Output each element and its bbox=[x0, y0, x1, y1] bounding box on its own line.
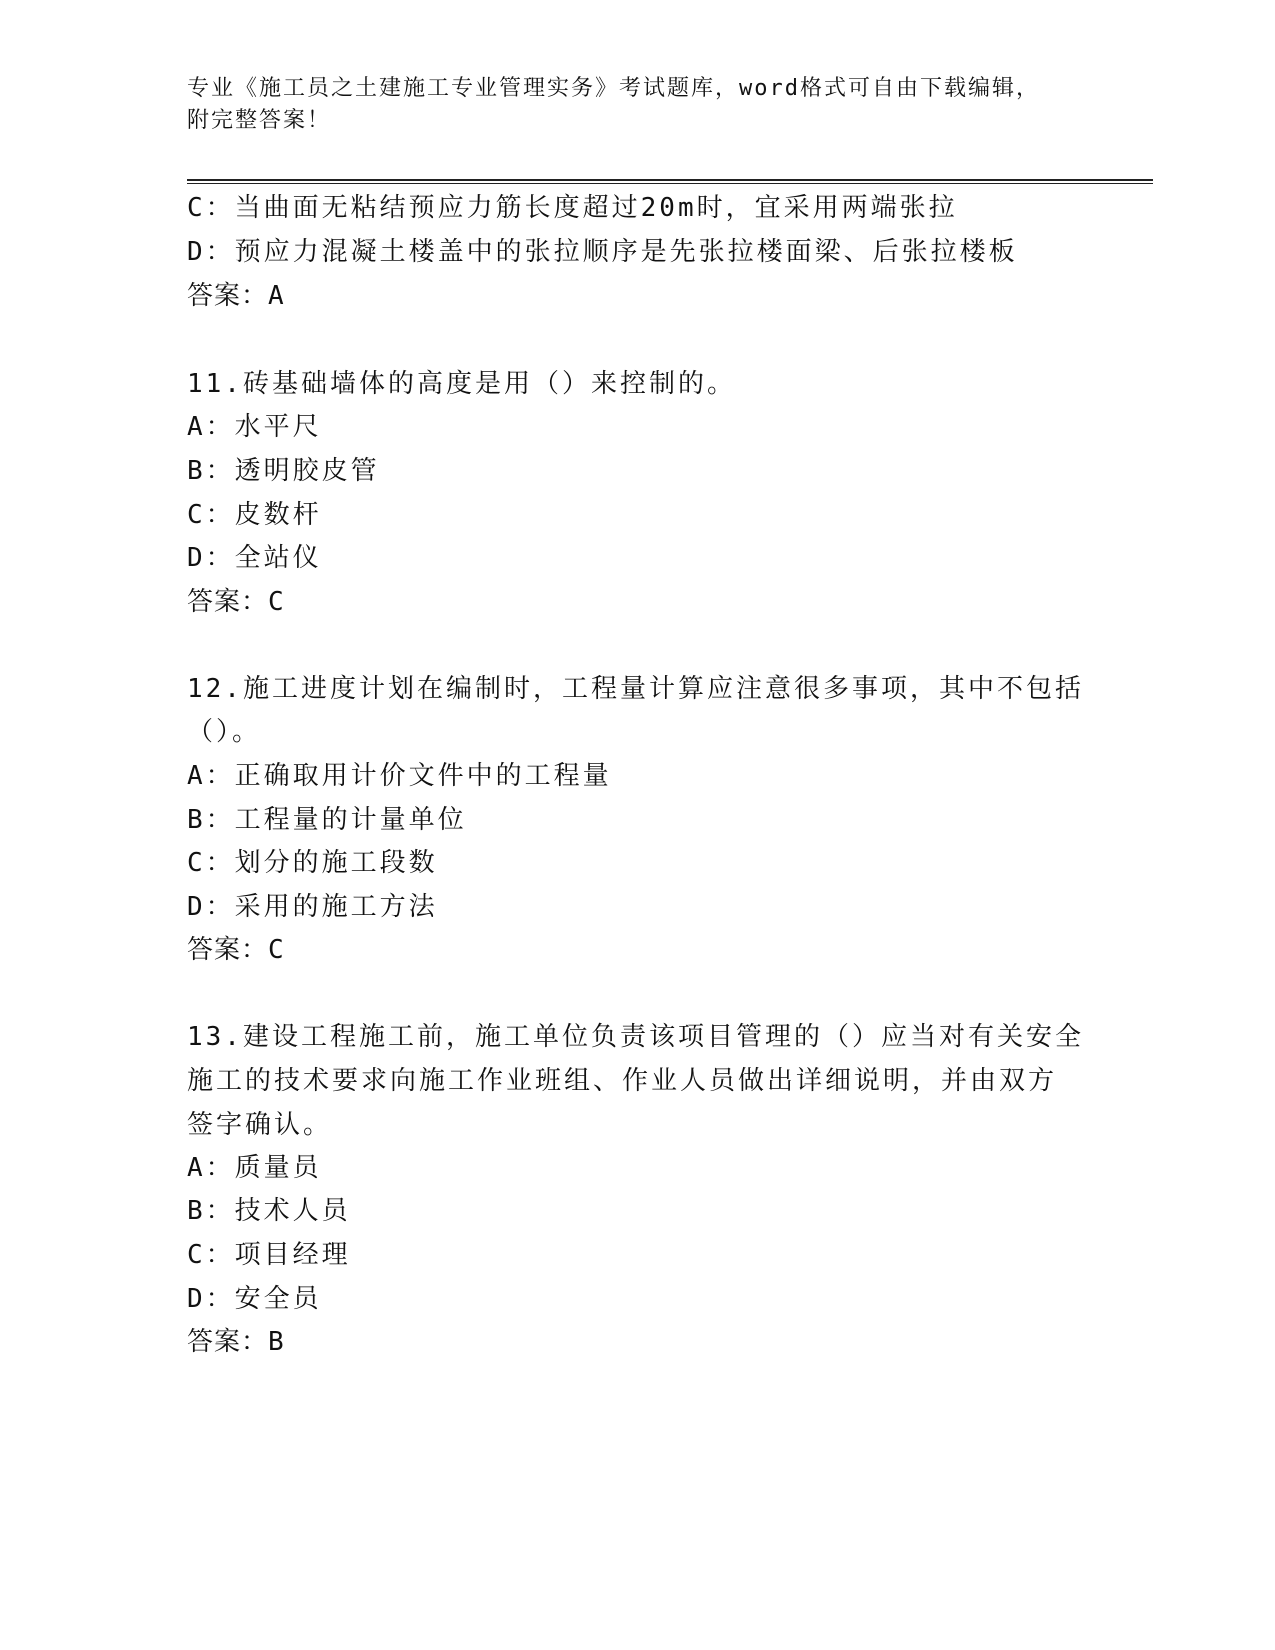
q11-option-c: C：皮数杆 bbox=[187, 500, 322, 530]
q12-option-d: D：采用的施工方法 bbox=[187, 892, 438, 922]
q13-stem-line-2: 施工的技术要求向施工作业班组、作业人员做出详细说明，并由双方 bbox=[187, 1066, 1058, 1096]
prev-option-c: C：当曲面无粘结预应力筋长度超过20m时，宜采用两端张拉 bbox=[187, 193, 958, 223]
q13-stem-line-3: 签字确认。 bbox=[187, 1110, 333, 1140]
header-divider-thick bbox=[187, 179, 1153, 181]
q12-option-a: A：正确取用计价文件中的工程量 bbox=[187, 761, 612, 791]
q13-option-a: A：质量员 bbox=[187, 1153, 322, 1183]
q13-stem-line-1: 13.建设工程施工前，施工单位负责该项目管理的（）应当对有关安全 bbox=[187, 1022, 1084, 1052]
q13-option-c: C：项目经理 bbox=[187, 1240, 351, 1270]
q11-option-a: A：水平尺 bbox=[187, 412, 322, 442]
q13-answer: 答案：B bbox=[187, 1327, 285, 1357]
q13-option-b: B：技术人员 bbox=[187, 1196, 351, 1226]
q12-stem-line-1: 12.施工进度计划在编制时，工程量计算应注意很多事项，其中不包括 bbox=[187, 674, 1084, 704]
q12-option-b: B：工程量的计量单位 bbox=[187, 805, 467, 835]
document-header bbox=[187, 73, 1067, 137]
prev-option-d: D：预应力混凝土楼盖中的张拉顺序是先张拉楼面梁、后张拉楼板 bbox=[187, 237, 1018, 267]
q12-stem-line-2: （）。 bbox=[187, 717, 262, 747]
q11-option-b: B：透明胶皮管 bbox=[187, 456, 380, 486]
q11-stem: 11.砖基础墙体的高度是用（）来控制的。 bbox=[187, 369, 736, 399]
q12-answer: 答案：C bbox=[187, 935, 285, 965]
q11-option-d: D：全站仪 bbox=[187, 543, 322, 573]
header-line-1: 专业《施工员之土建施工专业管理实务》考试题库，word格式可自由下载编辑， bbox=[187, 76, 1040, 101]
header-line-2: 附完整答案！ bbox=[187, 108, 332, 133]
q11-answer: 答案：C bbox=[187, 587, 285, 617]
q12-option-c: C：划分的施工段数 bbox=[187, 848, 438, 878]
header-divider-thin bbox=[187, 183, 1153, 184]
prev-answer: 答案：A bbox=[187, 281, 285, 311]
q13-option-d: D：安全员 bbox=[187, 1284, 322, 1314]
